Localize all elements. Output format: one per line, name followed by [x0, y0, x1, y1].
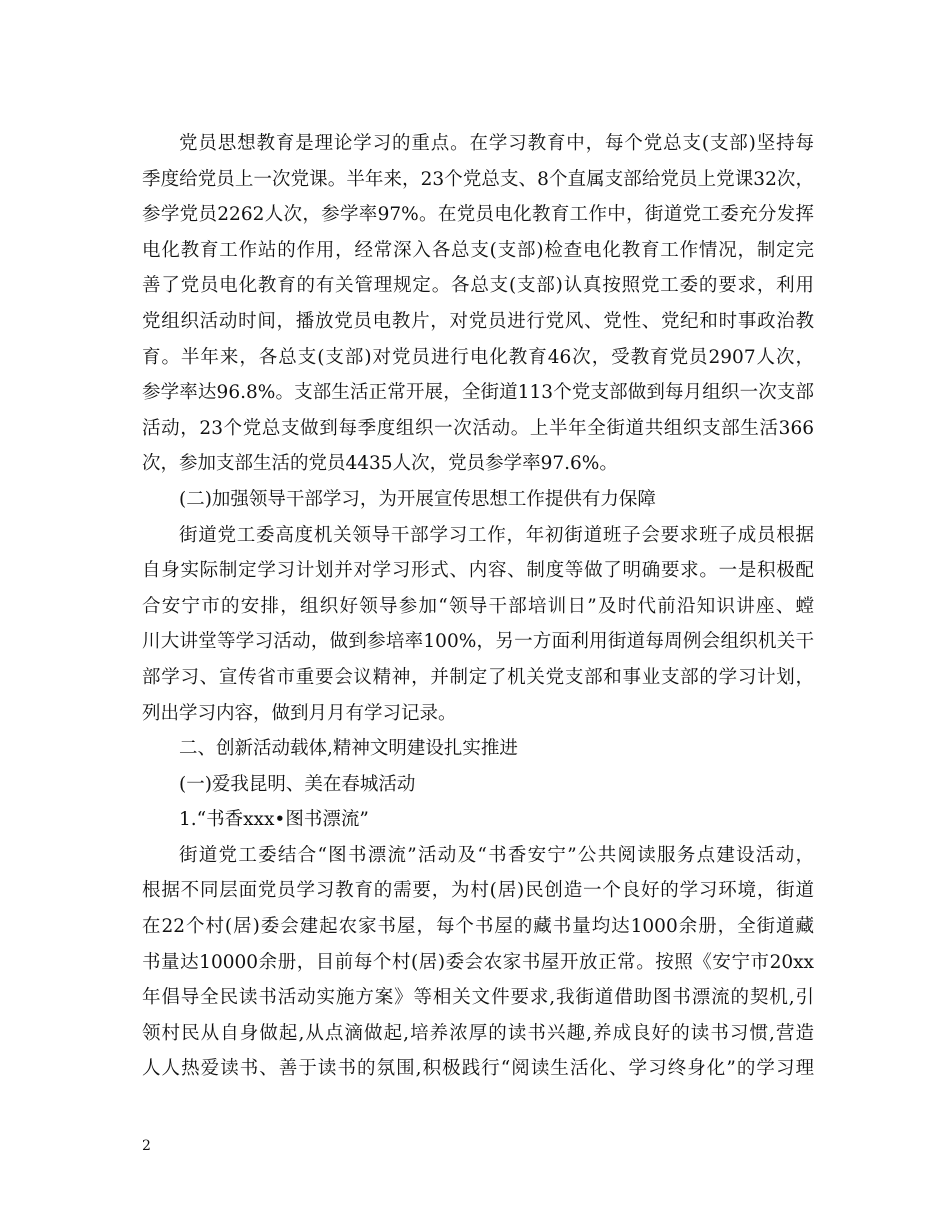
- text-line: 人人热爱读书、善于读书的氛围,积极践行“阅读生活化、学习终身化”的学习理: [142, 1058, 814, 1080]
- text-line: 合安宁市的安排，组织好领导参加“领导干部培训日”及时代前沿知识讲座、螳: [142, 595, 814, 617]
- text-line: 参学率达96.8%。支部生活正常开展，全街道113个党支部做到每月组织一次支部: [142, 382, 814, 404]
- text-line: (二)加强领导干部学习，为开展宣传思想工作提供有力保障: [179, 488, 656, 510]
- text-line: 街道党工委高度机关领导干部学习工作，年初街道班子会要求班子成员根据: [179, 524, 814, 546]
- body-text: [142, 126, 814, 1087]
- text-line: 活动，23个党总支做到每季度组织一次活动。上半年全街道共组织支部生活366: [142, 417, 814, 439]
- text-line: 部学习、宣传省市重要会议精神，并制定了机关党支部和事业支部的学习计划，: [142, 666, 814, 688]
- text-line: 育。半年来，各总支(支部)对党员进行电化教育46次，受教育党员2907人次，: [142, 346, 814, 368]
- text-line: 1.“书香xxx•图书漂流”: [179, 809, 369, 831]
- text-line: 自身实际制定学习计划并对学习形式、内容、制度等做了明确要求。一是积极配: [142, 560, 814, 582]
- text-line: 书量达10000余册，目前每个村(居)委会农家书屋开放正常。按照《安宁市20xx: [142, 951, 814, 973]
- text-line: 次，参加支部生活的党员4435人次，党员参学率97.6%。: [142, 453, 618, 475]
- page-number: 2: [142, 1138, 151, 1154]
- text-line: 党组织活动时间，播放党员电教片，对党员进行党风、党性、党纪和时事政治教: [142, 310, 814, 332]
- text-line: 党员思想教育是理论学习的重点。在学习教育中，每个党总支(支部)坚持每: [179, 133, 814, 154]
- text-line: 参学党员2262人次，参学率97%。在党员电化教育工作中，街道党工委充分发挥: [142, 204, 814, 226]
- text-line: 根据不同层面党员学习教育的需要，为村(居)民创造一个良好的学习环境，街道: [142, 880, 814, 902]
- text-line: 电化教育工作站的作用，经常深入各总支(支部)检查电化教育工作情况，制定完: [142, 239, 814, 261]
- text-line: 列出学习内容，做到月月有学习记录。: [142, 702, 457, 724]
- text-line: 年倡导全民读书活动实施方案》等相关文件要求,我街道借助图书漂流的契机,引: [142, 987, 814, 1009]
- text-line: (一)爱我昆明、美在春城活动: [179, 773, 416, 795]
- text-line: 善了党员电化教育的有关管理规定。各总支(支部)认真按照党工委的要求，利用: [142, 275, 814, 297]
- text-line: 领村民从自身做起,从点滴做起,培养浓厚的读书兴趣,养成良好的读书习惯,营造: [142, 1022, 814, 1044]
- text-line: 二、创新活动载体,精神文明建设扎实推进: [179, 738, 518, 760]
- text-line: 季度给党员上一次党课。半年来，23个党总支、8个直属支部给党员上党课32次，: [142, 168, 814, 190]
- text-line: 在22个村(居)委会建起农家书屋，每个书屋的藏书量均达1000余册，全街道藏: [142, 916, 814, 938]
- text-line: 街道党工委结合“图书漂流”活动及“书香安宁”公共阅读服务点建设活动，: [179, 844, 814, 866]
- text-line: 川大讲堂等学习活动，做到参培率100%，另一方面利用街道每周例会组织机关干: [142, 631, 814, 653]
